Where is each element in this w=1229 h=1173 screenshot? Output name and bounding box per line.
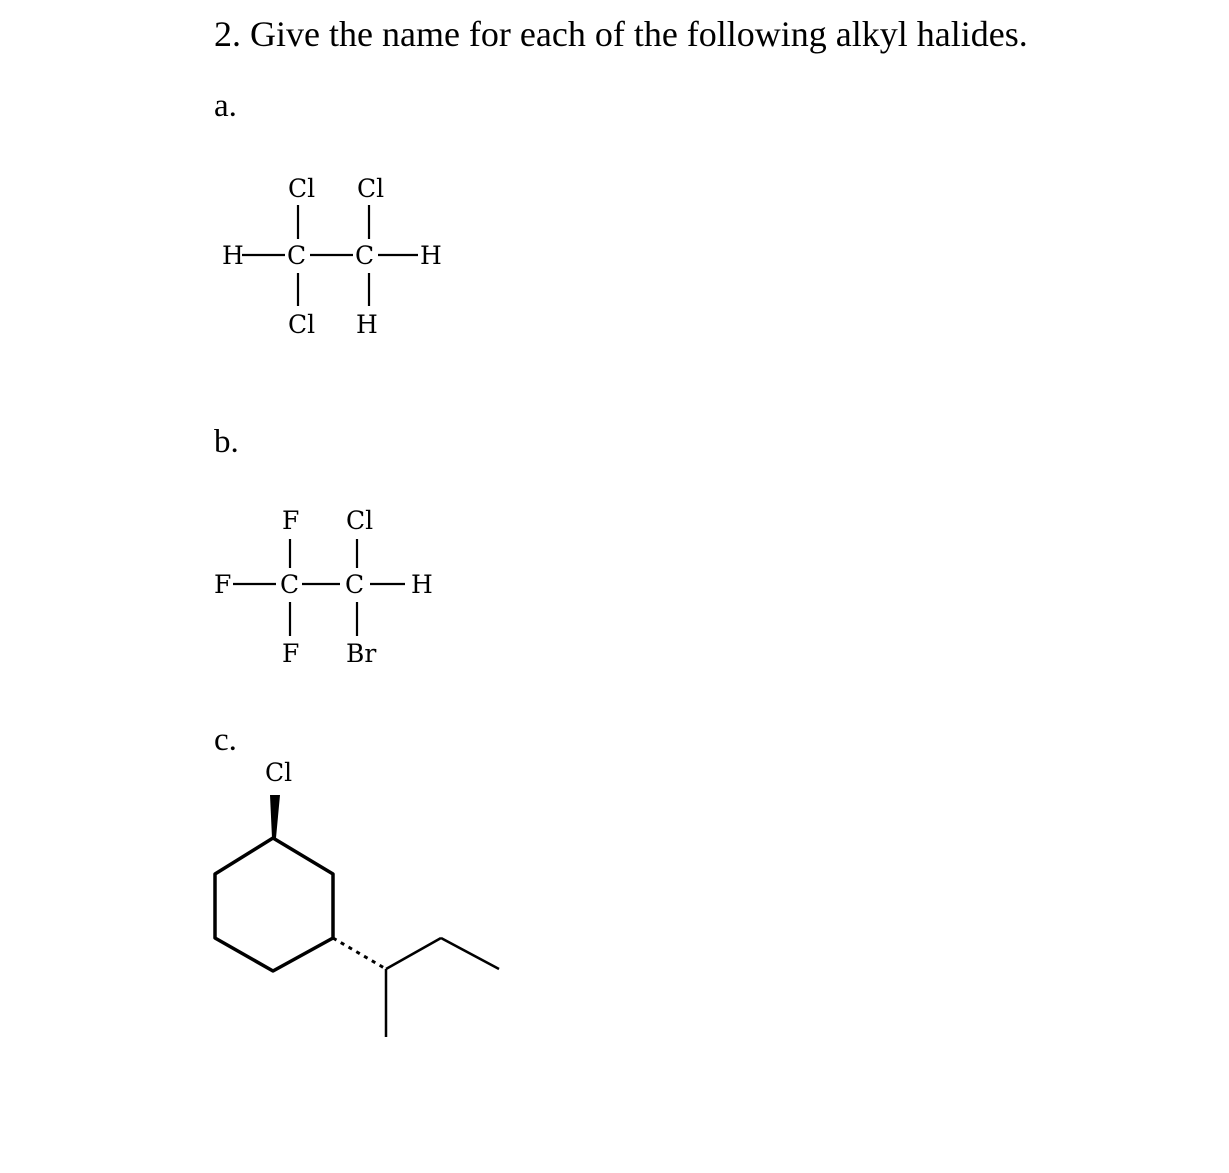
atom-a-c1-top: Cl bbox=[288, 174, 316, 203]
atom-a-c1-bottom: Cl bbox=[288, 310, 316, 339]
structure-c bbox=[215, 758, 499, 1037]
atom-b-c2-bottom: Br bbox=[346, 639, 377, 668]
part-a-label: a. bbox=[214, 88, 237, 124]
atom-b-left: F bbox=[214, 570, 232, 599]
atom-b-c1-top: F bbox=[282, 506, 300, 535]
part-c-label: c. bbox=[214, 722, 237, 758]
wedge-bond-c-cl bbox=[270, 795, 280, 838]
atom-a-c2-bottom: H bbox=[356, 310, 378, 339]
atom-a-left: H bbox=[222, 241, 244, 270]
atom-b-c2: C bbox=[345, 570, 365, 599]
hashed-bond-c-ring-branch bbox=[333, 938, 386, 969]
part-b-label: b. bbox=[214, 424, 239, 460]
atom-a-c2: C bbox=[355, 241, 375, 270]
bond-c-ch2-ch3 bbox=[441, 938, 499, 969]
atom-a-c2-top: Cl bbox=[357, 174, 385, 203]
atom-b-c1-bottom: F bbox=[282, 639, 300, 668]
structure-b bbox=[214, 506, 433, 668]
atom-a-right: H bbox=[420, 241, 442, 270]
question-title: 2. Give the name for each of the following alkyl halides. bbox=[214, 14, 1028, 54]
bond-c-branch-ch2 bbox=[386, 938, 441, 969]
atom-a-c1: C bbox=[287, 241, 307, 270]
structure-a bbox=[222, 174, 442, 339]
cyclohexane-ring bbox=[215, 838, 333, 971]
atom-b-right: H bbox=[411, 570, 433, 599]
atom-b-c2-top: Cl bbox=[346, 506, 374, 535]
atom-b-c1: C bbox=[280, 570, 300, 599]
atom-c-substituent: Cl bbox=[265, 758, 293, 787]
